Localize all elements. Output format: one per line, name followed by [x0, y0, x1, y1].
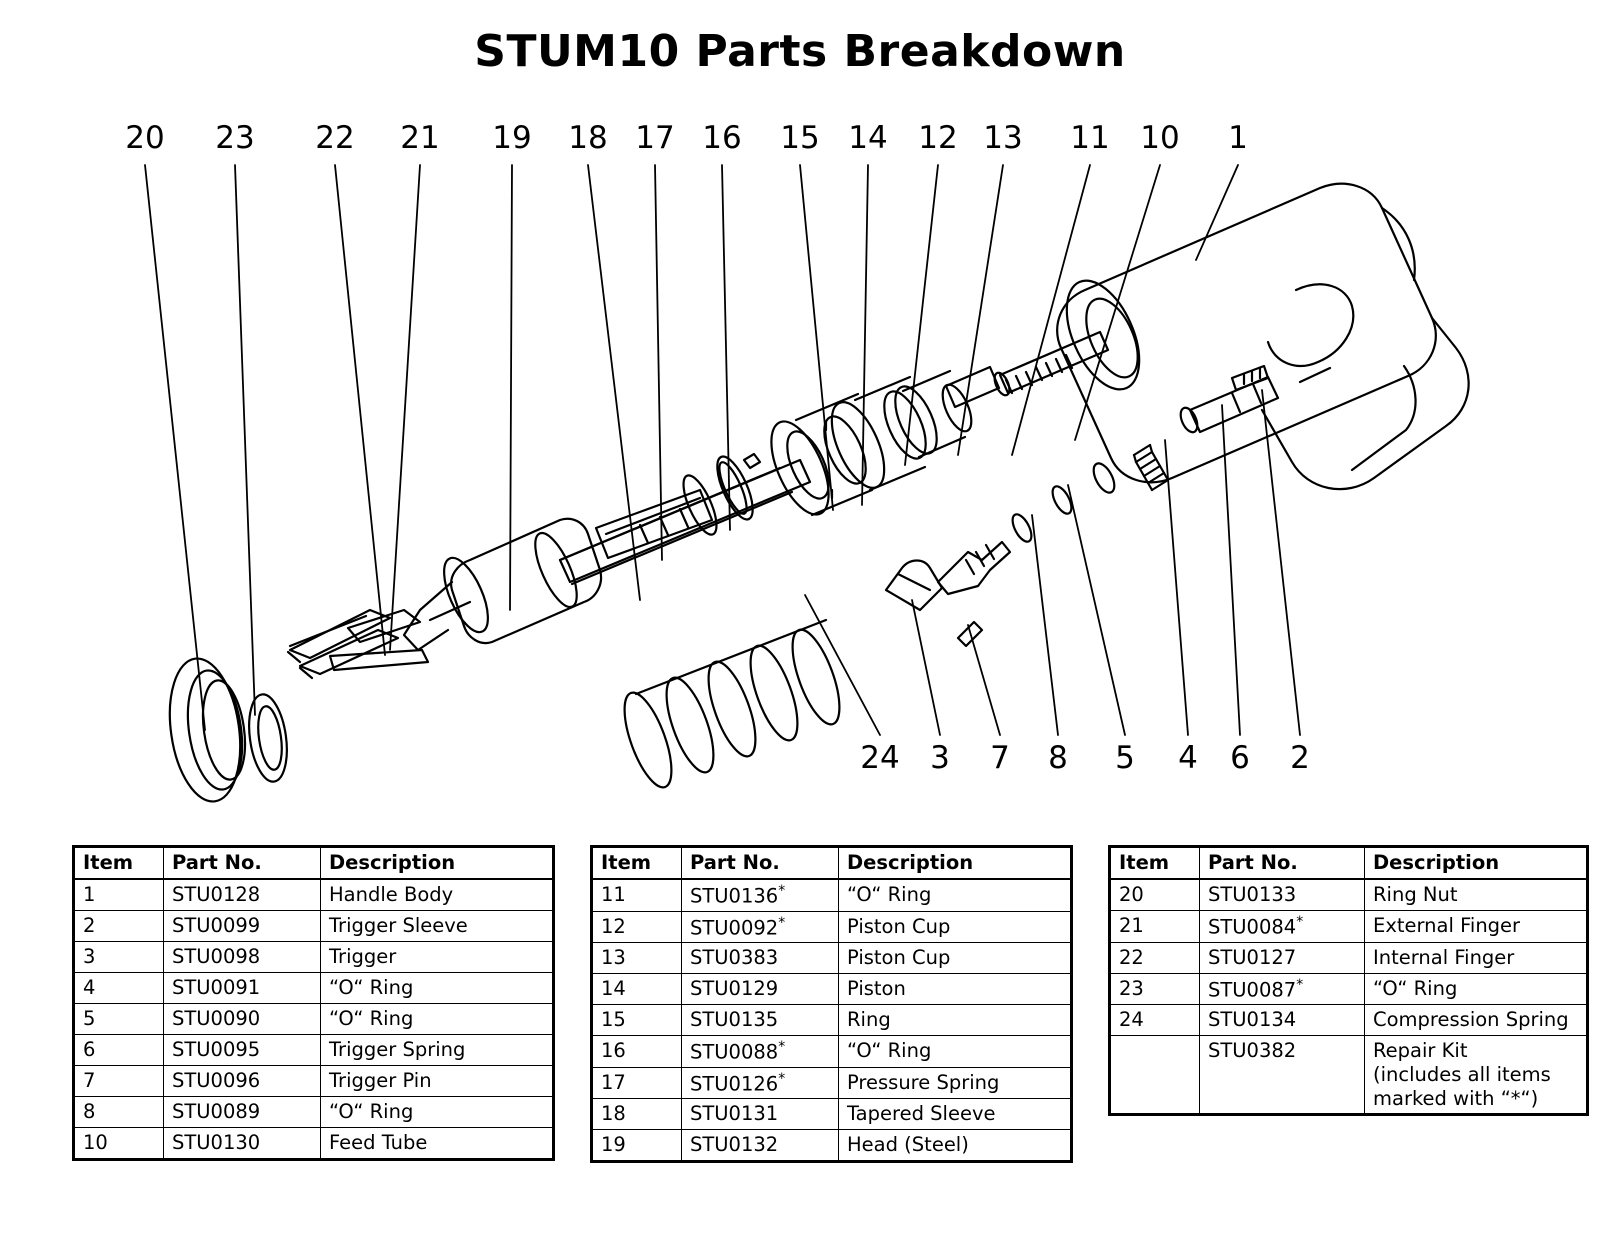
cell-item: 24 — [1110, 1005, 1200, 1036]
cell-description: “O“ Ring — [1365, 973, 1588, 1005]
callout-13: 13 — [983, 120, 1023, 156]
repair-kit-asterisk: * — [778, 1070, 786, 1087]
cell-description: Ring Nut — [1365, 879, 1588, 911]
cell-description: “O“ Ring — [839, 879, 1072, 911]
cell-item: 6 — [74, 1035, 164, 1066]
cell-item: 14 — [592, 974, 682, 1005]
cell-item: 22 — [1110, 942, 1200, 973]
cell-part-no: STU0132 — [682, 1130, 839, 1162]
callout-7: 7 — [990, 740, 1010, 776]
repair-kit-asterisk: * — [778, 1039, 786, 1055]
cell-description: Internal Finger — [1365, 942, 1588, 973]
cell-item: 3 — [74, 942, 164, 973]
table-row — [74, 1128, 554, 1160]
cell-description: Head (Steel) — [839, 1130, 1072, 1162]
trigger-part — [886, 542, 1010, 610]
cell-part-no: STU0088* — [682, 1036, 839, 1068]
header-item: Item — [74, 847, 164, 880]
callout-22: 22 — [315, 120, 355, 156]
callout-3: 3 — [930, 740, 950, 776]
cell-item: 7 — [74, 1066, 164, 1097]
parts-table-1 — [72, 845, 555, 1161]
callout-10: 10 — [1140, 120, 1180, 156]
cell-item: 10 — [74, 1128, 164, 1160]
cell-description: Piston Cup — [839, 943, 1072, 974]
cell-item: 11 — [592, 879, 682, 911]
cell-description: Piston Cup — [839, 911, 1072, 943]
cell-item: 20 — [1110, 879, 1200, 911]
callout-labels-top — [125, 120, 1248, 156]
table-row — [592, 1130, 1072, 1162]
callout-6: 6 — [1230, 740, 1250, 776]
cell-description: Trigger Spring — [321, 1035, 554, 1066]
cell-part-no: STU0129 — [682, 974, 839, 1005]
cell-item: 23 — [1110, 973, 1200, 1005]
cell-part-no: STU0135 — [682, 1005, 839, 1036]
table-row — [1110, 879, 1588, 911]
table-header-row — [74, 847, 554, 880]
cell-item: 2 — [74, 911, 164, 942]
table-body — [74, 879, 554, 1160]
table-row — [74, 1004, 554, 1035]
callout-20: 20 — [125, 120, 165, 156]
cell-item: 16 — [592, 1036, 682, 1068]
table-row — [1110, 1005, 1588, 1036]
cell-item: 5 — [74, 1004, 164, 1035]
callout-14: 14 — [848, 120, 888, 156]
table-row — [74, 911, 554, 942]
table-row — [74, 879, 554, 911]
cell-description: Trigger Pin — [321, 1066, 554, 1097]
cell-part-no: STU0130 — [164, 1128, 321, 1160]
repair-kit-asterisk: * — [1296, 914, 1304, 930]
callout-16: 16 — [702, 120, 742, 156]
callout-4: 4 — [1178, 740, 1198, 776]
cell-part-no: STU0126* — [682, 1067, 839, 1099]
callout-23: 23 — [215, 120, 255, 156]
table-header-row — [1110, 847, 1588, 880]
callout-21: 21 — [400, 120, 440, 156]
cell-item: 13 — [592, 943, 682, 974]
table-header-row — [592, 847, 1072, 880]
cell-description: Handle Body — [321, 879, 554, 911]
cell-item: 17 — [592, 1067, 682, 1099]
leader-lines-top — [145, 165, 1238, 730]
table-row — [592, 1099, 1072, 1130]
cell-description: Repair Kit (includes all items marked with “*“) — [1365, 1036, 1588, 1115]
cell-item: 12 — [592, 911, 682, 943]
finger-parts — [288, 610, 428, 678]
page-title: STUM10 Parts Breakdown — [474, 26, 1126, 77]
cell-part-no: STU0090 — [164, 1004, 321, 1035]
repair-kit-asterisk: * — [778, 883, 786, 899]
cell-description: “O“ Ring — [839, 1036, 1072, 1068]
small-o-rings — [1009, 460, 1119, 544]
ring-and-oring — [677, 452, 760, 539]
piston-assembly — [760, 367, 999, 523]
header-part-no: Part No. — [682, 847, 839, 880]
header-item: Item — [1110, 847, 1200, 880]
table-row — [74, 1097, 554, 1128]
callout-12: 12 — [918, 120, 958, 156]
header-description: Description — [321, 847, 554, 880]
callout-1: 1 — [1228, 120, 1248, 156]
cell-part-no: STU0084* — [1200, 911, 1365, 943]
callout-17: 17 — [635, 120, 675, 156]
cell-item: 19 — [592, 1130, 682, 1162]
cell-part-no: STU0133 — [1200, 879, 1365, 911]
cell-description: “O“ Ring — [321, 1097, 554, 1128]
cell-description: Piston — [839, 974, 1072, 1005]
cell-part-no: STU0095 — [164, 1035, 321, 1066]
callout-15: 15 — [780, 120, 820, 156]
header-description: Description — [839, 847, 1072, 880]
parts-table-2 — [590, 845, 1073, 1163]
cell-part-no: STU0131 — [682, 1099, 839, 1130]
table-row — [74, 1066, 554, 1097]
cell-part-no: STU0091 — [164, 973, 321, 1004]
table-row — [592, 879, 1072, 911]
cell-description: Trigger Sleeve — [321, 911, 554, 942]
cell-item: 18 — [592, 1099, 682, 1130]
callout-24: 24 — [860, 740, 900, 776]
parts-tables — [0, 845, 1600, 1185]
table-row — [1110, 1036, 1588, 1115]
parts-table-3 — [1108, 845, 1589, 1116]
table-body — [1110, 879, 1588, 1115]
cell-item: 8 — [74, 1097, 164, 1128]
cell-description: Tapered Sleeve — [839, 1099, 1072, 1130]
table-row — [74, 1035, 554, 1066]
cell-description: External Finger — [1365, 911, 1588, 943]
cell-part-no: STU0136* — [682, 879, 839, 911]
cell-item: 4 — [74, 973, 164, 1004]
cell-description: Pressure Spring — [839, 1067, 1072, 1099]
exploded-parts-diagram — [0, 90, 1600, 810]
table-row — [1110, 973, 1588, 1005]
repair-kit-asterisk: * — [1296, 976, 1304, 993]
cell-part-no: STU0092* — [682, 911, 839, 943]
center-shaft — [560, 468, 792, 584]
callout-11: 11 — [1070, 120, 1110, 156]
cell-description: “O“ Ring — [321, 1004, 554, 1035]
header-item: Item — [592, 847, 682, 880]
cell-description: “O“ Ring — [321, 973, 554, 1004]
table-row — [592, 1036, 1072, 1068]
cell-description: Trigger — [321, 942, 554, 973]
cell-part-no: STU0099 — [164, 911, 321, 942]
cell-part-no: STU0128 — [164, 879, 321, 911]
cell-part-no: STU0383 — [682, 943, 839, 974]
cell-item: 1 — [74, 879, 164, 911]
callout-2: 2 — [1290, 740, 1310, 776]
cell-item: 15 — [592, 1005, 682, 1036]
table-row — [592, 1005, 1072, 1036]
callout-8: 8 — [1048, 740, 1068, 776]
compression-spring — [615, 620, 849, 793]
repair-kit-asterisk: * — [778, 914, 786, 931]
cell-item — [1110, 1036, 1200, 1115]
table-row — [74, 973, 554, 1004]
cell-part-no: STU0089 — [164, 1097, 321, 1128]
header-part-no: Part No. — [1200, 847, 1365, 880]
cell-part-no: STU0382 — [1200, 1036, 1365, 1115]
cell-description: Feed Tube — [321, 1128, 554, 1160]
ring-nut-and-oring — [161, 654, 292, 806]
table-row — [592, 911, 1072, 943]
cell-part-no: STU0098 — [164, 942, 321, 973]
cell-part-no: STU0134 — [1200, 1005, 1365, 1036]
table-row — [592, 943, 1072, 974]
table-row — [592, 974, 1072, 1005]
cell-description: Compression Spring — [1365, 1005, 1588, 1036]
cell-item: 21 — [1110, 911, 1200, 943]
callout-labels-bottom — [860, 740, 1310, 776]
table-row — [74, 942, 554, 973]
header-part-no: Part No. — [164, 847, 321, 880]
cell-part-no: STU0096 — [164, 1066, 321, 1097]
table-row — [1110, 942, 1588, 973]
callout-18: 18 — [568, 120, 608, 156]
table-body — [592, 879, 1072, 1162]
table-row — [592, 1067, 1072, 1099]
diagram-svg — [0, 90, 1600, 810]
callout-5: 5 — [1115, 740, 1135, 776]
cell-part-no: STU0087* — [1200, 973, 1365, 1005]
cell-part-no: STU0127 — [1200, 942, 1365, 973]
header-description: Description — [1365, 847, 1588, 880]
table-row — [1110, 911, 1588, 943]
handle-body — [1052, 184, 1469, 489]
cell-description: Ring — [839, 1005, 1072, 1036]
callout-19: 19 — [492, 120, 532, 156]
